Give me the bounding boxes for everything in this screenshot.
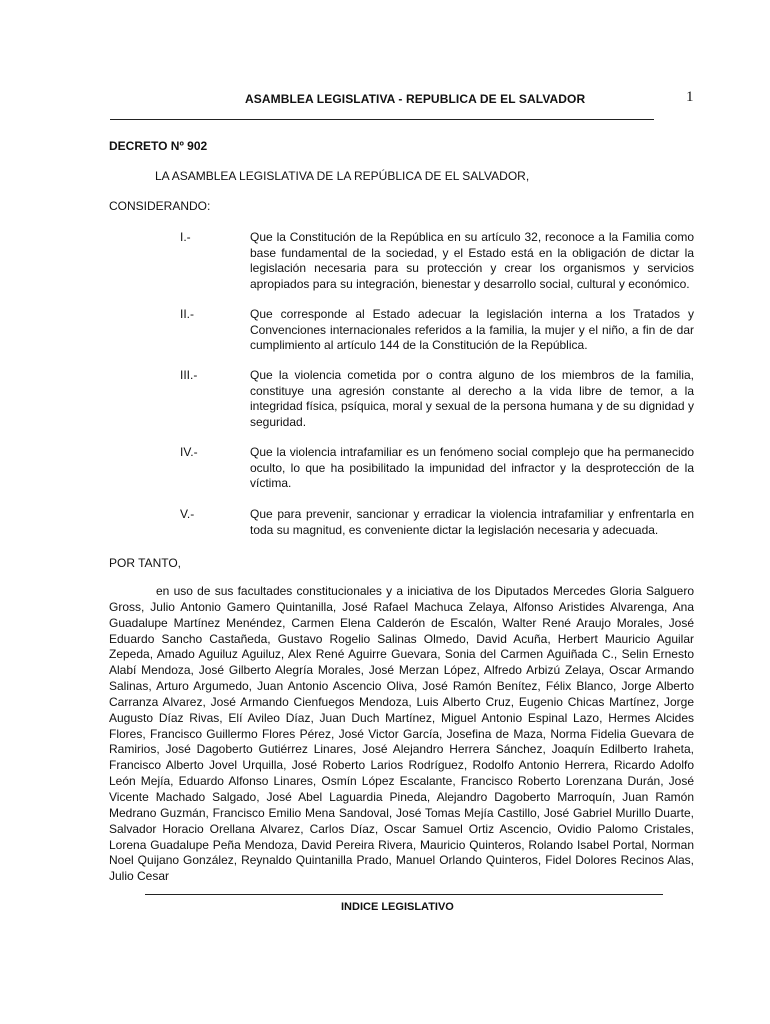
decree-number: DECRETO Nº 902 <box>109 139 208 153</box>
clause-text: Que la Constitución de la República en su artículo 32, reconoce a la Familia como base fundamental de la sociedad, y el Estado está en la obligación de dictar la legislación necesaria para su protección y crear los organismos y servicios apropiados para su integración, bienestar y desarrollo social, cultural y económico. <box>250 230 694 292</box>
decree-intro: LA ASAMBLEA LEGISLATIVA DE LA REPÚBLICA DE EL SALVADOR, <box>155 169 530 183</box>
page-number: 1 <box>686 89 694 105</box>
footer-divider <box>145 894 663 895</box>
footer-title: INDICE LEGISLATIVO <box>341 901 454 913</box>
clause-numeral: III.- <box>180 368 198 382</box>
clause-text: Que corresponde al Estado adecuar la legislación interna a los Tratados y Convenciones internacionales referidos a la familia, la mujer y el niño, a fin de dar cumplimiento al artículo 144 de la Constitución de la República. <box>250 307 694 353</box>
por-tanto-heading: POR TANTO, <box>109 556 182 570</box>
clause-text: Que la violencia intrafamiliar es un fenómeno social complejo que ha permanecido oculto, lo que ha posibilitado la impunidad del infractor y la desprotección de la víctima. <box>250 445 694 491</box>
considerando-heading: CONSIDERANDO: <box>109 199 211 213</box>
clause-numeral: II.- <box>180 307 194 321</box>
header-title: ASAMBLEA LEGISLATIVA - REPUBLICA DE EL SALVADOR <box>245 92 586 106</box>
clause-numeral: V.- <box>180 507 195 521</box>
clause-text: Que la violencia cometida por o contra alguno de los miembros de la familia, constituye una agresión constante al derecho a la vida libre de temor, a la integridad física, psíquica, moral y sexual de la persona humana y de su dignidad y seguridad. <box>250 368 694 430</box>
body-paragraph: en uso de sus facultades constitucionales y a iniciativa de los Diputados Mercedes Gloria Salguero Gross, Julio Antonio Gamero Quintanilla, José Rafael Machuca Zelaya, Alfonso Aristides Alvarenga, Ana Guadalupe Martínez Menéndez, Carmen Elena Calderón de Escalón, Walter René Araujo Morales, José Eduardo Sancho Castañeda, Gustavo Rogelio Salinas Olmedo, David Acuña, Herbert Mauricio Aguilar Zepeda, Amado Aguiluz Aguiluz, Alex René Aguirre Guevara, Sonia del Carmen Aguiñada C., Selin Ernesto Alabí Mendoza, José Gilberto Alegría Morales, José Merzan López, Alfredo Arbizú Zelaya, Oscar Armando Salinas, Arturo Argumedo, Juan Antonio Ascencio Oliva, José Ramón Benítez, Félix Blanco, Jorge Alberto Carranza Alvarez, José Armando Cienfuegos Mendoza, Luis Alberto Cruz, Eugenio Chicas Martínez, Jorge Augusto Díaz Rivas, Elí Avileo Díaz, Juan Duch Martínez, Miguel Antonio Espinal Lazo, Hermes Alcides Flores, Francisco Guillermo Flores Pérez, José Victor García, Josefina de Maza, Norma Fidelia Guevara de Ramirios, José Dagoberto Gutiérrez Linares, José Alejandro Herrera Sánchez, Joaquín Edilberto Iraheta, Francisco Alberto Jovel Urquilla, José Roberto Larios Rodríguez, Rodolfo Antonio Herrera, Ricardo Adolfo León Mejía, Eduardo Alfonso Linares, Osmín López Escalante, Francisco Roberto Lorenzana Durán, José Vicente Machado Salgado, José Abel Laguardia Pineda, Alejandro Dagoberto Marroquín, Juan Ramón Medrano Guzmán, Francisco Emilio Mena Sandoval, José Tomas Mejía Castillo, José Gabriel Murillo Duarte, Salvador Horacio Orellana Alvarez, Carlos Díaz, Oscar Samuel Ortiz Ascencio, Ovidio Palomo Cristales, Lorena Guadalupe Peña Mendoza, David Pereira Rivera, Mauricio Quinteros, Rolando Isabel Portal, Norman Noel Quijano González, Reynaldo Quintanilla Prado, Manuel Orlando Quinteros, Fidel Dolores Recinos Alas, Julio Cesar <box>109 584 694 884</box>
clause-numeral: IV.- <box>180 445 198 459</box>
clause-text: Que para prevenir, sancionar y erradicar la violencia intrafamiliar y enfrentarla en toda su magnitud, es conveniente dictar la legislación necesaria y adecuada. <box>250 507 694 537</box>
header-divider <box>110 119 654 120</box>
clause-numeral: I.- <box>180 230 191 244</box>
